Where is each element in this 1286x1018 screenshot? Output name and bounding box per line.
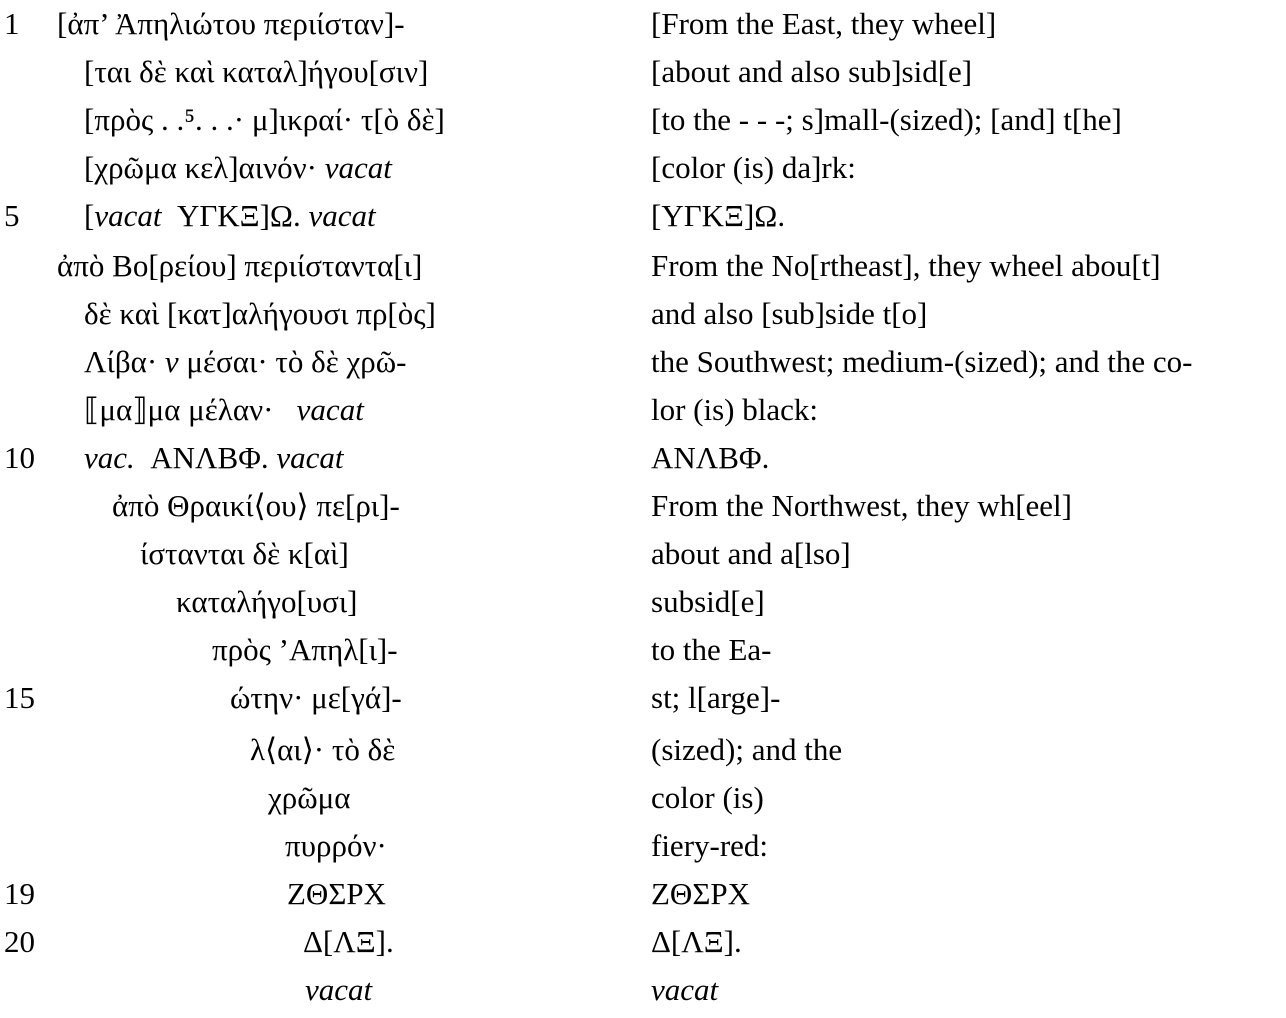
text-line-13 bbox=[0, 582, 1286, 630]
vacat-note: vac. bbox=[84, 440, 135, 475]
text-line-12 bbox=[0, 534, 1286, 582]
bracket-open: [ bbox=[84, 198, 95, 233]
greek-text bbox=[84, 342, 406, 382]
greek-text: καταλήγο[υσι] bbox=[176, 584, 358, 619]
english-text: about and a[lso] bbox=[651, 536, 851, 571]
greek-text: [πρὸς . .⁵. . .· μ]ικραί· τ[ὸ δὲ] bbox=[84, 102, 445, 137]
line-number: 20 bbox=[4, 924, 35, 959]
text-line-5 bbox=[0, 196, 1286, 244]
english-text: the Southwest; medium-(sized); and the co- bbox=[651, 344, 1193, 379]
text-line-16 bbox=[0, 730, 1286, 778]
english-text: From the No[rtheast], they wheel abou[t] bbox=[651, 248, 1161, 283]
greek-text: πυρρόν· bbox=[285, 828, 387, 863]
greek-text: Δ[ΛΞ]. bbox=[303, 924, 394, 959]
text-line-15 bbox=[0, 678, 1286, 726]
greek-text: [ἀπ’ Ἀπηλιώτου περιίσταν]- bbox=[57, 6, 405, 41]
english-text: [about and also sub]sid[e] bbox=[651, 54, 973, 89]
english-text: color (is) bbox=[651, 780, 764, 815]
vacat-note: vacat bbox=[324, 150, 392, 185]
greek-text bbox=[84, 438, 344, 478]
greek-text: ίστανται δὲ κ[αὶ] bbox=[140, 536, 349, 571]
greek-text: πρὸς ’Απηλ[ι]- bbox=[212, 632, 398, 667]
greek-text bbox=[84, 196, 376, 236]
vacat-note: vacat bbox=[94, 198, 162, 233]
text-line-2 bbox=[0, 52, 1286, 100]
vacat-note: vacat bbox=[651, 972, 719, 1007]
text-line-20 bbox=[0, 922, 1286, 970]
greek-main-continued: μέσαι· τὸ δὲ χρῶ- bbox=[186, 344, 407, 379]
text-line-4 bbox=[0, 148, 1286, 196]
line-number: 1 bbox=[4, 6, 20, 41]
line-number: 19 bbox=[4, 876, 35, 911]
text-line-7 bbox=[0, 294, 1286, 342]
line-number: 15 bbox=[4, 680, 35, 715]
greek-text: ΖΘΣΡΧ bbox=[287, 876, 386, 911]
greek-text bbox=[84, 390, 364, 430]
vacat-note: ν bbox=[164, 344, 179, 379]
text-line-8 bbox=[0, 342, 1286, 390]
english-text: [color (is) da]rk: bbox=[651, 150, 856, 185]
line-number: 5 bbox=[4, 198, 20, 233]
greek-text: δὲ καὶ [κατ]αλήγουσι πρ[ὸς] bbox=[84, 296, 436, 331]
greek-text: χρῶμα bbox=[268, 780, 351, 815]
english-text: st; l[arge]- bbox=[651, 680, 781, 715]
text-line-21 bbox=[0, 970, 1286, 1018]
greek-main: ΥΓΚΞ]Ω. bbox=[176, 198, 301, 233]
text-line-17 bbox=[0, 778, 1286, 826]
vacat-note: vacat bbox=[305, 972, 373, 1007]
english-text: and also [sub]side t[o] bbox=[651, 296, 928, 331]
english-text: [ΥΓΚΞ]Ω. bbox=[651, 198, 786, 233]
text-line-10 bbox=[0, 438, 1286, 486]
greek-text: [ται δὲ καὶ καταλ]ήγου[σιν] bbox=[84, 54, 429, 89]
english-text: lor (is) black: bbox=[651, 392, 819, 427]
english-text: ΖΘΣΡΧ bbox=[651, 876, 750, 911]
greek-main: ΑΝΛΒΦ. bbox=[150, 440, 269, 475]
text-line-9 bbox=[0, 390, 1286, 438]
vacat-note: vacat bbox=[296, 392, 364, 427]
text-line-1 bbox=[0, 4, 1286, 52]
english-text: to the Ea- bbox=[651, 632, 772, 667]
greek-text: λ⟨αι⟩· τὸ δὲ bbox=[250, 732, 396, 767]
vacat-note: vacat bbox=[308, 198, 376, 233]
greek-text: ώτην· με[γά]- bbox=[230, 680, 402, 715]
greek-text: ἀπὸ Θραικί⟨ου⟩ πε[ρι]- bbox=[112, 488, 400, 523]
text-line-11 bbox=[0, 486, 1286, 534]
english-text: fiery-red: bbox=[651, 828, 769, 863]
text-line-14 bbox=[0, 630, 1286, 678]
line-number: 10 bbox=[4, 440, 35, 475]
greek-main: ⟦μα⟧μα μέλαν· bbox=[84, 392, 274, 427]
greek-main: Λίβα· bbox=[84, 344, 158, 379]
english-text: (sized); and the bbox=[651, 732, 843, 767]
english-text: [to the - - -; s]mall-(sized); [and] t[he] bbox=[651, 102, 1122, 137]
greek-text bbox=[84, 148, 392, 188]
text-line-19 bbox=[0, 874, 1286, 922]
english-text: subsid[e] bbox=[651, 584, 765, 619]
english-text: From the Northwest, they wh[eel] bbox=[651, 488, 1072, 523]
english-text: [From the East, they wheel] bbox=[651, 6, 997, 41]
greek-text: ἀπὸ Βο[ρείου] περιίσταντα[ι] bbox=[57, 248, 423, 283]
text-line-6 bbox=[0, 246, 1286, 294]
english-text: Δ[ΛΞ]. bbox=[651, 924, 742, 959]
text-line-3 bbox=[0, 100, 1286, 148]
english-text: ΑΝΛΒΦ. bbox=[651, 440, 770, 475]
text-line-18 bbox=[0, 826, 1286, 874]
greek-main: [χρῶμα κελ]αινόν· bbox=[84, 150, 317, 185]
vacat-note: vacat bbox=[276, 440, 344, 475]
